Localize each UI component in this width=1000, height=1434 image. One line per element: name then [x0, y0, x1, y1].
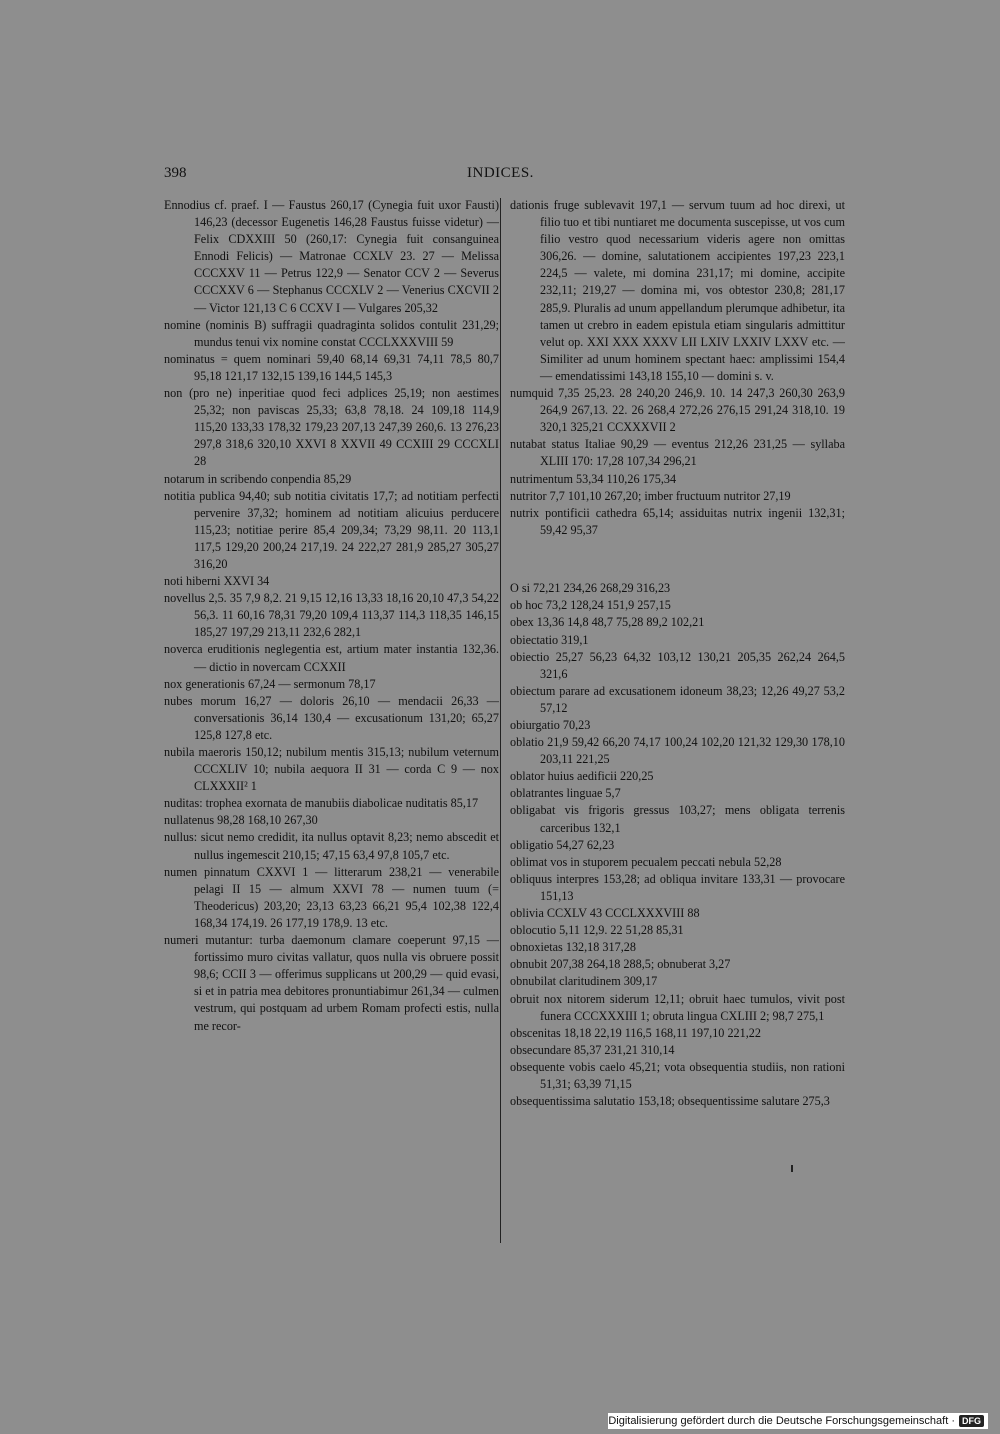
running-header: INDICES. — [467, 165, 534, 181]
index-entry: nuditas: trophea exornata de manubiis diabolicae nuditatis 85,17 — [164, 796, 479, 811]
index-entry: nullatenus 98,28 168,10 267,30 — [164, 813, 318, 828]
index-entry: nominatus = quem nominari 59,40 68,14 69,31 74,11 78,5 80,7 95,18 121,17 132,15 139,16 144,5 145,3 — [164, 351, 499, 383]
digitization-footer — [608, 1413, 988, 1429]
index-entry: notitia publica 94,40; sub notitia civitatis 17,7; ad notitiam perfecti pervenire 37,32; hominem ad notitiam alicuius perducere 115,23; notitiae perire 85,4 209,34; 73,29 98,11. 20 113,1 117,5 129,20 200,24 217,19. 24 222,27 281,9 285,27 305,27 316,20 — [164, 488, 499, 571]
index-entry: obiectatio 319,1 — [510, 632, 589, 647]
index-entry: obiurgatio 70,23 — [510, 718, 591, 732]
index-entry: nullus: sicut nemo credidit, ita nullus optavit 8,23; nemo abscedit et nullus ingemescit 210,15; 47,15 63,4 97,8 105,7 etc. — [164, 830, 499, 862]
index-entry: ob hoc 73,2 128,24 151,9 257,15 — [510, 598, 671, 613]
dfg-logo-icon: DFG — [959, 1415, 984, 1427]
page-number: 398 — [164, 165, 187, 181]
left-column — [164, 197, 499, 1035]
index-entry: oblimat vos in stuporem pecualem peccati nebula 52,28 — [510, 854, 782, 869]
index-entry: novellus 2,5. 35 7,9 8,2. 21 9,15 12,16 13,33 18,16 20,10 47,3 54,22 56,3. 11 60,16 78,31 79,20 109,4 113,37 114,3 118,35 146,15 185,27 197,29 213,11 232,6 282,1 — [164, 591, 499, 640]
index-entry: obsecundare 85,37 231,21 310,14 — [510, 1042, 675, 1057]
index-entry: obnubit 207,38 264,18 288,5; obnuberat 3,27 — [510, 957, 731, 972]
ink-mark — [791, 1165, 793, 1172]
index-entry: noti hiberni XXVI 34 — [164, 574, 270, 589]
index-entry: numeri mutantur: turba daemonum clamare coeperunt 97,15 — fortissimo muro civitas vallatur, quos nulla vis obruere possit 98,6; CCII 3 — offerimus supplicans ut 200,29 — quid evasi, si et in patria mea debitores pronuntiabimur 261,34 — culmen vestrum, qui postquam ad urbem Romam profecti estis, nulla me recor- — [164, 933, 499, 1033]
index-entry: obligatio 54,27 62,23 — [510, 837, 615, 852]
index-entry: nutrix pontificii cathedra 65,14; assiduitas nutrix ingenii 132,31; 59,42 95,37 — [510, 505, 845, 537]
index-entry: oblivia CCXLV 43 CCCLXXXVIII 88 — [510, 906, 700, 921]
index-entry: O si 72,21 234,26 268,29 316,23 — [510, 581, 671, 596]
index-entry: obsequentissima salutatio 153,18; obsequentissime salutare 275,3 — [510, 1094, 830, 1109]
index-entry: nubes morum 16,27 — doloris 26,10 — mendacii 26,33 — conversationis 36,14 130,4 — excusationum 131,20; 65,27 125,8 127,8 etc. — [164, 693, 499, 742]
index-entry: obruit nox nitorem siderum 12,11; obruit haec tumulos, vivit post funera CCCXXXIII 1; obruta lingua CXLIII 2; 98,7 275,1 — [510, 991, 845, 1023]
index-entry: obiectio 25,27 56,23 64,32 103,12 130,21 205,35 262,24 264,5 321,6 — [510, 649, 845, 681]
index-entry: obligabat vis frigoris gressus 103,27; mens obligata terrenis carceribus 132,1 — [510, 803, 845, 835]
index-entry: nutritor 7,7 101,10 267,20; imber fructuum nutritor 27,19 — [510, 488, 791, 503]
index-entry: nomine (nominis B) suffragii quadraginta solidos contulit 231,29; mundus tenui vix nomine constat CCCLXXXVIII 59 — [164, 317, 499, 349]
index-entry: obsequente vobis caelo 45,21; vota obsequentia studiis, non rationi 51,31; 63,39 71,15 — [510, 1059, 845, 1091]
index-entry: nutabat status Italiae 90,29 — eventus 212,26 231,25 — syllaba XLIII 170: 17,28 107,34 296,21 — [510, 437, 845, 469]
column-divider — [500, 198, 501, 1243]
index-entry: obnoxietas 132,18 317,28 — [510, 940, 636, 955]
index-entry: oblator huius aedificii 220,25 — [510, 769, 654, 784]
section-gap — [510, 551, 845, 568]
index-entry: obliquus interpres 153,28; ad obliqua invitare 133,31 — provocare 151,13 — [510, 871, 845, 903]
index-entry: nubila maeroris 150,12; nubilum mentis 315,13; nubilum veternum CCCXLIV 10; nubila aequora II 31 — corda C 9 — nox CLXXXII² 1 — [164, 745, 499, 794]
right-column — [510, 197, 845, 1110]
index-entry: oblocutio 5,11 12,9. 22 51,28 85,31 — [510, 923, 684, 938]
index-entry: nutrimentum 53,34 110,26 175,34 — [510, 471, 677, 486]
footer-credit: Digitalisierung gefördert durch die Deutsche Forschungsgemeinschaft · — [608, 1415, 955, 1427]
index-entry: oblatrantes linguae 5,7 — [510, 786, 621, 801]
index-entry: obnubilat claritudinem 309,17 — [510, 974, 658, 989]
index-entry: oblatio 21,9 59,42 66,20 74,17 100,24 102,20 121,32 129,30 178,10 203,11 221,25 — [510, 735, 845, 767]
index-entry: noverca eruditionis neglegentia est, artium mater instantia 132,36. — dictio in novercam CCXXII — [164, 642, 499, 674]
index-entry: notarum in scribendo conpendia 85,29 — [164, 471, 352, 486]
index-entry: Ennodius cf. praef. I — Faustus 260,17 (Cynegia fuit uxor Fausti) 146,23 (decessor Eugenetis 146,28 Faustus fuisse videtur) — Felix CDXXIII 50 (260,17: Cynegia fuit consanguinea Ennodi Felicis) — Matronae CCXLV 23. 27 — Melissa CCCXXV 11 — Petrus 122,9 — Senator CCV 2 — Severus CCCXXV 6 — Stephanus CCCXLV 2 — Venerius CXCVII 2 — Victor 121,13 C 6 CCXV I — Vulgares 205,32 — [164, 198, 499, 315]
index-entry: numquid 7,35 25,23. 28 240,20 246,9. 10. 14 247,3 260,30 263,9 264,9 267,13. 22. 26 268,4 272,26 276,15 291,24 318,10. 19 320,1 325,21 CCXXXVII 2 — [510, 386, 845, 435]
index-entry: non (pro ne) inperitiae quod feci adplices 25,19; non aestimes 25,32; non paviscas 25,33; 63,8 78,18. 24 109,18 114,9 115,20 133,33 178,32 179,23 207,13 247,39 260,6. 13 276,23 297,8 318,6 320,10 XXVI 8 XXVII 49 CCXIII 29 CCCXLI 28 — [164, 386, 499, 469]
index-entry: dationis fruge sublevavit 197,1 — servum tuum ad hoc direxi, ut filio tuo et tibi nuntiaret me documenta suscepisse, ut vos cum filio vestro quod necessarium videris agere non omittas 306,26. — domine, salutationem accipientes 197,23 223,1 224,5 — valete, mi domina 231,17; mi domine, accipite 232,11; 219,27 — domina mi, vos obtestor 230,8; 281,17 285,9. Pluralis ad unum appellandum plerumque adhibetur, ita tamen ut crebro in eadem epistula etiam singularis admittitur velut op. XXI XXX XXXV LII LXIV LXXIV LXXV etc. — Similiter ad unum hominem spectant haec: amplissimi 154,4 — emendatissimi 143,18 155,10 — domini s. v. — [510, 198, 845, 383]
index-entry: obex 13,36 14,8 48,7 75,28 89,2 102,21 — [510, 615, 705, 630]
index-entry: obscenitas 18,18 22,19 116,5 168,11 197,10 221,22 — [510, 1025, 761, 1040]
index-entry: obiectum parare ad excusationem idoneum 38,23; 12,26 49,27 53,2 57,12 — [510, 683, 845, 715]
index-entry: numen pinnatum CXXVI 1 — litterarum 238,21 — venerabile pelagi II 15 — almum XXVI 78 — numen tuum (= Theodericus) 203,20; 23,13 63,23 66,21 95,4 102,38 122,4 168,34 174,19. 26 177,19 178,9. 13 etc. — [164, 864, 499, 930]
index-entry: nox generationis 67,24 — sermonum 78,17 — [164, 676, 376, 691]
